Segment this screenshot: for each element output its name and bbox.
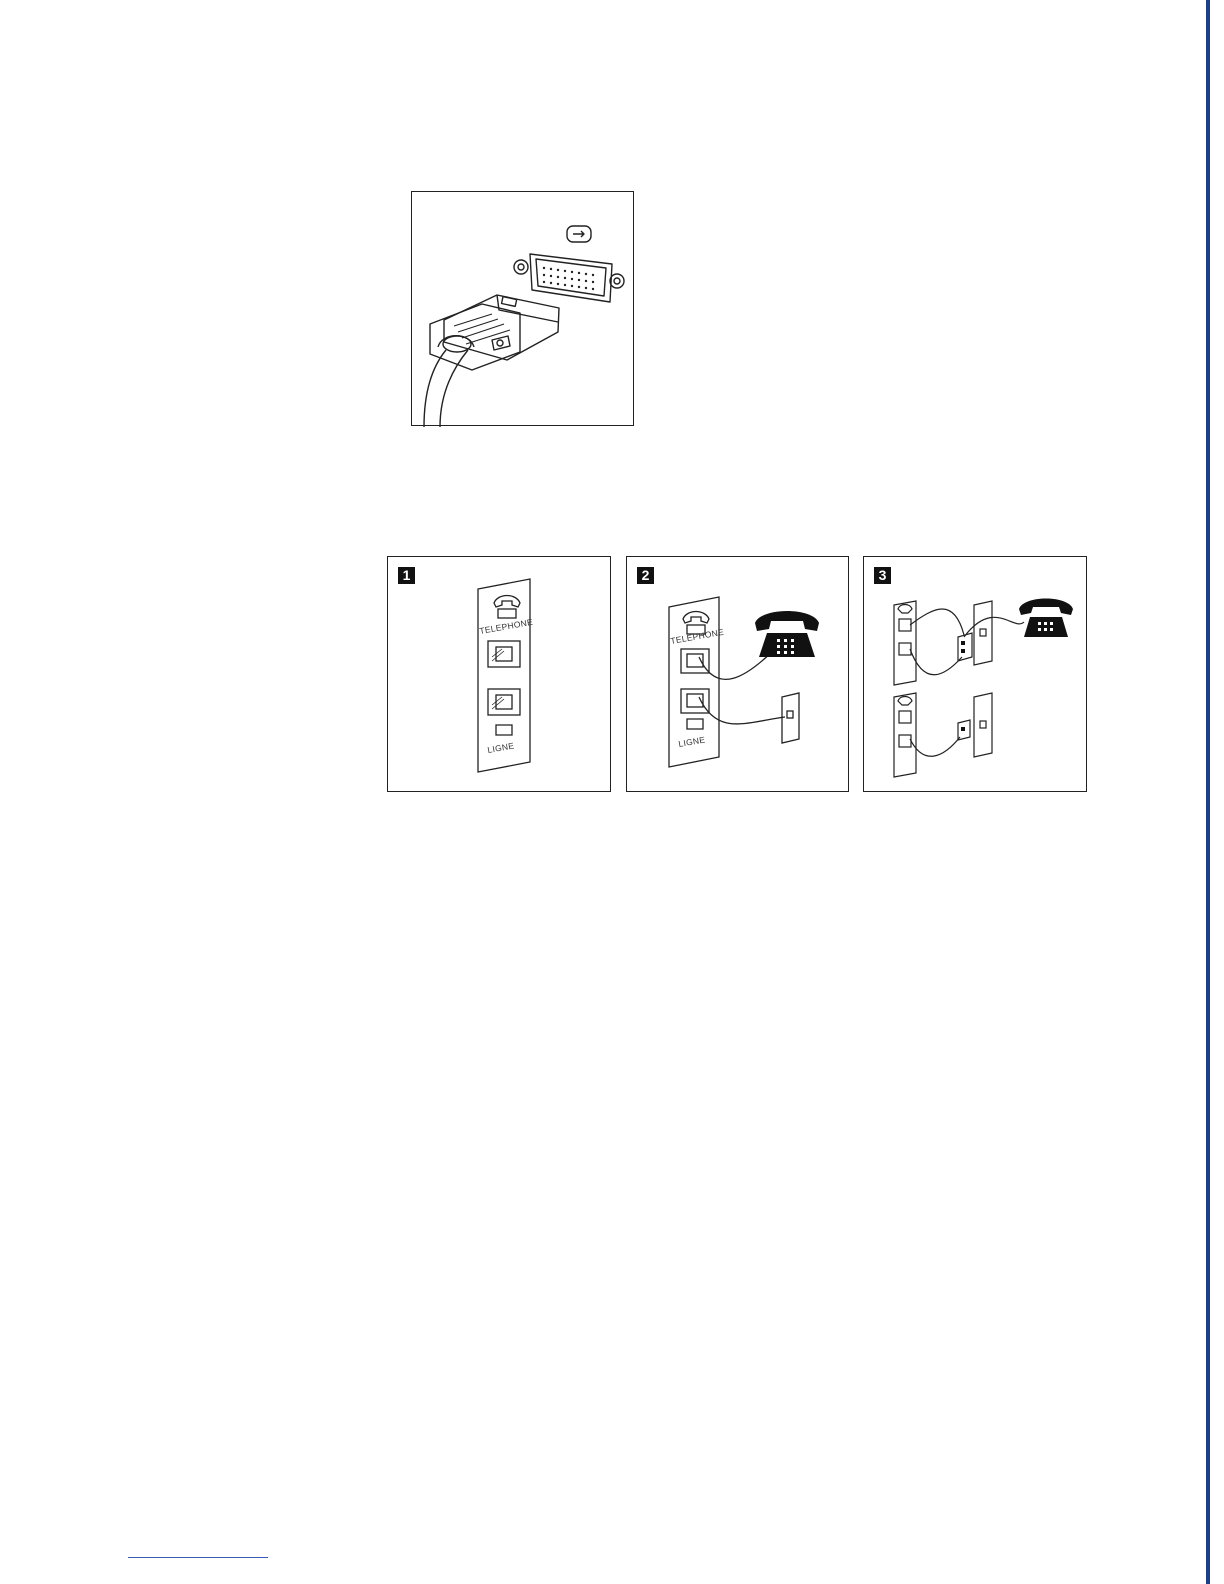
dvi-pins — [543, 267, 594, 290]
dvi-connector-illustration — [412, 192, 635, 427]
splitter-top — [958, 633, 972, 661]
step-number-badge: 2 — [637, 567, 654, 584]
monitor-cable-figure — [411, 191, 634, 426]
step-number-badge: 3 — [874, 567, 891, 584]
plug-ridges — [454, 314, 510, 344]
wall-outlet-bottom — [974, 693, 992, 757]
modem-to-phone-and-wall-illustration — [627, 557, 850, 793]
footer-rule — [128, 1557, 268, 1558]
telephone-jack — [488, 641, 520, 667]
modem-step-3-figure — [863, 556, 1087, 792]
line-label: LIGNE — [677, 734, 706, 749]
step-number-badge: 1 — [398, 567, 415, 584]
monitor-port-icon — [567, 226, 591, 242]
wall-outlet-top — [974, 601, 992, 665]
telephone-icon — [1019, 599, 1073, 638]
modem-panel-illustration — [388, 557, 612, 793]
telephone-label: TELEPHONE — [478, 616, 534, 636]
telephone-label: TELEPHONE — [669, 626, 725, 646]
splitter-connection-illustration — [864, 557, 1088, 793]
line-jack — [488, 689, 520, 715]
line-label: LIGNE — [486, 740, 515, 755]
telephone-icon — [755, 611, 819, 657]
modem-step-1-figure — [387, 556, 611, 792]
page-edge-bar — [1206, 0, 1210, 1584]
telephone-port-icon — [494, 596, 520, 619]
wall-cord — [699, 697, 785, 724]
modem-step-2-figure — [626, 556, 849, 792]
